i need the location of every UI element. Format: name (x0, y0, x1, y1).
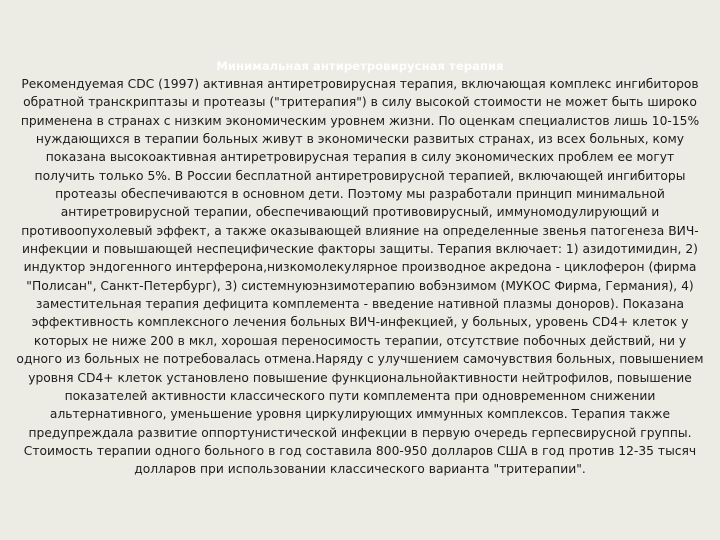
slide-content (14, 58, 706, 479)
body-paragraph-1: Рекомендуемая CDC (1997) активная антиретровирусная терапия, включающая комплекс ингибиторов обратной транскриптазы и протеазы ("тритерапия") в силу высокой стоимости не может быть широко применена в странах с низким экономическим уровнем жизни. По оценкам специалистов лишь 10-15% нуждающихся в терапии больных живут в экономически развитых странах, из всех больных, кому показана высокоактивная антиретровирусная терапия в силу экономических проблем ее могут получить только 5%. В России бесплатной антиретровирусной терапией, включающей ингибиторы протеазы обеспечиваются в основном дети. Поэтому мы разработали принцип минимальной антиретровирусной терапии, обеспечивающий противовирусный, иммуномодулирующий и противоопухолевый эффект, а также оказывающей влияние на определенные звенья патогенеза ВИЧ-инфекции и повышающей неспецифические факторы защиты. Терапия включает: 1) азидотимидин, 2) индуктор эндогенного интерферона,низкомолекулярное производное акредона - циклоферон (фирма "Полисан", Санкт-Петербург), 3) системнуюэнзимотерапию вобэнзимом (МУКОС Фирма, Германия), 4) заместительная терапия дефицита комплемента - введение нативной плазмы доноров). Показана эффективность комплексного лечения больных ВИЧ-инфекцией, у больных, уровень CD4+ клеток у которых не ниже 200 в мкл, хорошая переносимость терапии, отсутствие побочных действий, ни у одного из больных не потребовалась отмена.Наряду с улучшением самочувствия больных, повышением уровня CD4+ клеток установлено повышение функциональнойактивности нейтрофилов, повышение показателей активности классического пути комплемента при одновременном снижении альтернативного, уменьшение уровня циркулирующих иммунных комплексов. Терапия также предупреждала развитие оппортунистической инфекции в первую очередь герпесвирусной группы. (16, 77, 704, 440)
slide-title: Минимальная антиретровирусная терапия (216, 59, 504, 73)
body-paragraph-2: Стоимость терапии одного больного в год составила 800-950 долларов США в год против 12-35 тысяч долларов при использовании классического варианта "тритерапии". (23, 443, 697, 477)
